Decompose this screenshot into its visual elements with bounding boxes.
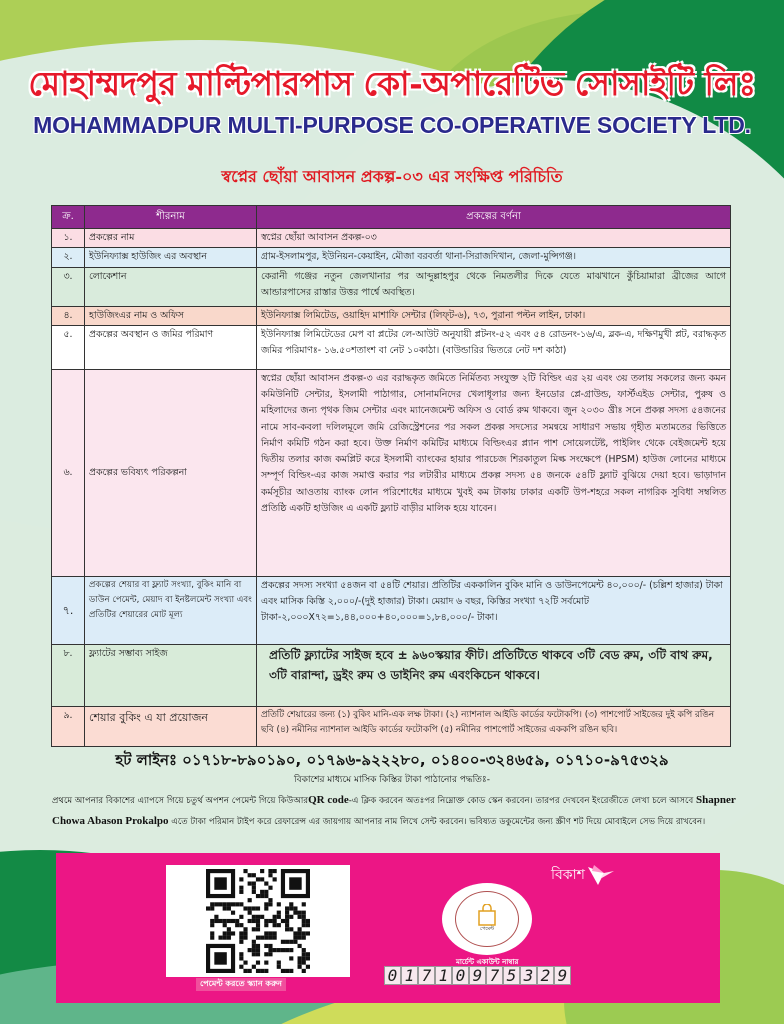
column-heading: শীরনাম (85, 206, 257, 229)
instruction-text: এতে টাকা পরিমান টাইপ করে রেফারেন্স এর জায়গায় আপনার নাম লিখে সেন্ট করবেন। ভবিষ্যত ডকুমেন্টের জন্য স্ক্রীণ শট দিয়ে মোবাইলে সেভ দিয়ে রাখবেন। (171, 816, 706, 827)
row-heading: শেয়ার বুকিং এ যা প্রয়োজন (85, 706, 257, 746)
bkash-payment-panel (56, 853, 720, 1003)
row-description: স্বপ্নের ছোঁয়া আবাসন প্রকল্প-৩ এর বরাদ্ধকৃত জমিতে নির্মিতব্য সংযুক্ত ২টি বিল্ডিং এর ২য় এবং ৩য় তলায় সকলের জন্য কমন কমিউনিটি সেন্টার, ইসলামী পাঠাগার, সোনামনিদের খেলাধূলার জন্য ইনডোর প্লে-গ্রাউন্ড, ফার্স্টএইড সেন্টার, পুরুষ ও মহিলাদের জন্য পৃথক জিম সেন্টার এবং ম্যানেজমেন্ট অফিস ও বোর্ড রুম থাকবে। জুন ২০৩০ খ্রীঃ সনে প্রকল্প সদস্য ৫৪জনের নামে সাব-কবলা দলিলমূলে জমি রেজিস্ট্রেশনের পর সকল প্রকল্প সদস্যের সমন্বয়ে সাধারণ সভায় গৃহীত মতামতের ভিত্তিতে নির্মাণ কমিটি গঠন করা হবে। উক্ত নির্মাণ কমিটির মাধ্যমে বিল্ডিংএর প্ল্যান পাশ সোয়েলটেষ্ট, পাইলিং থেকে বেইজমেন্ট হয়ে দ্বিতীয় তলার কাজ কমপ্লিট করে ইসলামী ব্যাংকের হায়ার পারচেজ শিরকাতুল মিল্ক সংক্ষেপে (HPSM) হাউজ লোনের মাধ্যমে সম্পূর্ণ বিল্ডিং-এর কাজ সমাপ্ত করার পর লটারীর মাধ্যমে প্রকল্প সদস্য ৫৪ জনকে ৫৪টি ফ্ল্যাট বুঝিয়ে দেয়া হবে। ভাড়াদান কর্মসূচীর আওতায় ব্যাংক লোন পরিশোধের মাধ্যমে খুবই কম টাকায় ঢাকার একটি উপ-শহরে সকল নাগরিক সুবিধা সম্বলিত প্রতিষ্ঠি একটি হাউজিং এ একটি ফ্ল্যাট বাড়ীর মালিক হয়ে যাবেন। (257, 369, 731, 576)
row-description: স্বপ্নের ছোঁয়া আবাসন প্রকল্প-০৩ (257, 229, 731, 248)
project-info-table (51, 205, 731, 747)
row-heading: ইউনিফ্যাক্স হাউজিং এর অবস্থান (85, 248, 257, 267)
row-number: ৩. (52, 267, 85, 306)
row-number: ৫. (52, 325, 85, 369)
payment-badge (442, 883, 532, 955)
row-description: প্রতিটি ফ্ল্যাটের সাইজ হবে ± ৯৬০স্কয়ার ফীট। প্রতিটিতে থাকবে ৩টি বেড রুম, ৩টি বাথ রুম, ৩টি বারান্দা, ড্রইং রুম ও ডাইনিং রুম এবংকিচেন থাকবে। (257, 644, 731, 706)
account-digit: 1 (435, 966, 452, 985)
row-heading: প্রকল্পের অবস্থান ও জমির পরিমাণ (85, 325, 257, 369)
bkash-brand-text: বিকাশ (551, 867, 585, 883)
table-row (52, 706, 731, 746)
row-number: ১. (52, 229, 85, 248)
row-heading: হাউজিংএর নাম ও অফিস (85, 306, 257, 325)
table-header-row (52, 206, 731, 229)
row-number: ৬. (52, 369, 85, 576)
account-digit: 9 (554, 966, 571, 985)
payment-method-title: বিকাশের মাধ্যমে মাসিক কিস্তির টাকা পাঠানোর পদ্ধতিঃ- (294, 775, 490, 785)
shopping-bag-icon (476, 904, 498, 926)
merchant-account-number (384, 966, 571, 985)
row-description: প্রকল্পের সদস্য সংখ্যা ৫৪জন বা ৫৪টি শেয়ার। প্রতিটির এককালিন বুকিং মানি ও ডাউনপেমেন্ট ৪০,০০০/- (চল্লিশ হাজার) টাকা এবং মাসিক কিস্তি ২,০০০/-(দুই হাজার) টাকা। মেয়াদ ৬ বছর, কিস্তির সংখ্যা ৭২টি সর্বমোট টাকা-২,০০০X৭২=১,৪৪,০০০+৪০,০০০=১,৮৪,০০০/- টাকা। (257, 576, 731, 644)
account-digit: 5 (503, 966, 520, 985)
table-row (52, 306, 731, 325)
table-row (52, 576, 731, 644)
bkash-logo (551, 863, 614, 887)
row-number: ৪. (52, 306, 85, 325)
account-digit: 7 (486, 966, 503, 985)
table-row (52, 229, 731, 248)
payment-method-instructions (52, 790, 742, 832)
row-description: ইউনিফ্যাক্স লিমিটেডের মেপ বা প্লটের লে-আউট অনুযায়ী প্লটনং-৫২ এবং ৫৪ রোডনং-১৬/এ, ব্লক-এ, দক্ষিণমুখী প্লট, বরাদ্ধকৃত জমির পরিমাণঃ- ১৬.৫০শতাংশ বা নেট ১০কাঠা। (বাউন্ডারির ভিতরে নেট দশ কাঠা) (257, 325, 731, 369)
row-heading: ফ্ল্যাটের সম্ভাব্য সাইজ (85, 644, 257, 706)
row-heading: লোকেশান (85, 267, 257, 306)
row-heading: প্রকল্পের শেয়ার বা ফ্ল্যাট সংখ্যা, বুকিং মানি বা ডাউন পেমেন্ট, মেয়াদ বা ইনষ্টলমেন্ট সংখ্যা এবং প্রতিটির শেয়ারের মোট মূল্য (85, 576, 257, 644)
society-title-bangla: মোহাম্মদপুর মাল্টিপারপাস কো-অপারেটিভ সোসাইটি লিঃ (28, 64, 756, 103)
account-digit: 0 (384, 966, 401, 985)
table-row (52, 644, 731, 706)
account-digit: 0 (452, 966, 469, 985)
society-title-english: MOHAMMADPUR MULTI-PURPOSE CO-OPERATIVE SOCIETY LTD. (33, 112, 751, 138)
qr-code-term: QR code (308, 794, 349, 806)
qr-caption: পেমেন্ট করতে স্ক্যান করুন (196, 978, 286, 991)
account-digit: 7 (418, 966, 435, 985)
hotline-numbers: হট লাইনঃ ০১৭১৮-৮৯০১৯০, ০১৭৯৬-৯২২২৮০, ০১৪০০-৩২৪৬৫৯, ০১৭১০-৯৭৫৩২৯ (115, 751, 669, 769)
merchant-name: Shapner Chowa Abason Prokalpo (52, 794, 736, 827)
account-digit: 9 (469, 966, 486, 985)
table-row (52, 325, 731, 369)
qr-code-icon (206, 869, 310, 973)
row-number: ৭. (52, 576, 85, 644)
row-number: ৯. (52, 706, 85, 746)
account-digit: 1 (401, 966, 418, 985)
table-row (52, 369, 731, 576)
payment-badge-label: পেমেন্ট (479, 926, 495, 932)
row-description: ইউনিফ্যাক্স লিমিটেড, ওয়াহিদ মাশাফি সেন্টার (লিফ্‌ট-৬), ৭৩, পুরানা পল্টন লাইন, ঢাকা। (257, 306, 731, 325)
instruction-text: প্রথমে আপনার বিকাশের এ্যাপসে গিয়ে চতুর্থ অপশন পেমেন্ট গিয়ে কিউআর (52, 796, 309, 806)
row-description: গ্রাম-ইসলামপুর, ইউনিয়ন-কেয়াইন, মৌজা বরবর্তা থানা-সিরাজদিখান, জেলা-মুন্সিগঞ্জ। (257, 248, 731, 267)
table-row (52, 267, 731, 306)
row-description: কেরানী গঞ্জের নতুন জেলখানার পর আব্দুল্লাহপুর থেকে নিমতলীর দিকে যেতে মাঝখানে কুঁচিয়ামারা ব্রীজের আগে আন্ডারপাসের রাস্তার উত্তর পার্শ্বে অবস্থিত। (257, 267, 731, 306)
column-description: প্রকল্পের বর্ণনা (257, 206, 731, 229)
bkash-bird-icon (588, 865, 614, 885)
account-digit: 3 (520, 966, 537, 985)
row-number: ৮. (52, 644, 85, 706)
qr-code[interactable] (166, 865, 350, 977)
project-subtitle: স্বপ্নের ছোঁয়া আবাসন প্রকল্প-০৩ এর সংক্ষিপ্ত পরিচিতি (221, 167, 563, 186)
merchant-account-label: মার্চেন্ট একাউন্ট নাম্বার (456, 958, 519, 966)
row-number: ২. (52, 248, 85, 267)
row-description: প্রতিটি শেয়ারের জন্য (১) বুকিং মানি-এক লক্ষ টাকা। (২) ন্যাশনাল আইডি কার্ডের ফটোকপি। (৩) পাশপোর্ট সাইজের দুই কপি রঙিন ছবি (৪) নমীনির ন্যাশনাল আইডি কার্ডের ফটোকপি (৫) নমীনির পাশপোর্ট সাইজের এককপি রঙিন ছবি। (257, 706, 731, 746)
table-row (52, 248, 731, 267)
account-digit: 2 (537, 966, 554, 985)
row-heading: প্রকল্পের ভবিষ্যৎ পরিকল্পনা (85, 369, 257, 576)
row-heading: প্রকল্পের নাম (85, 229, 257, 248)
instruction-text: -এ ক্লিক করবেন অতঃপর নিম্নোক্ত কোড স্কেন করবেন। তারপর দেখবেন ইংরেজীতে লেখা চলে আসবে (348, 796, 694, 806)
column-serial: ক্র. (52, 206, 85, 229)
